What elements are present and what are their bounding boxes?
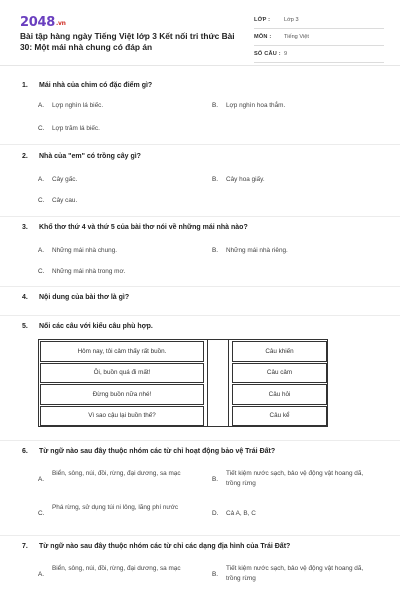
option-text: Cây gấc. (52, 176, 78, 183)
meta-value: 9 (284, 51, 288, 57)
option-letter: B. (212, 176, 219, 183)
option-text: Cây cau. (52, 197, 78, 204)
question-number: 3. (22, 224, 28, 231)
option-text: Cả A, B, C (226, 510, 256, 517)
divider (0, 286, 400, 287)
meta-label: MÔN : (254, 34, 272, 40)
document-title: Bài tập hàng ngày Tiếng Việt lớp 3 Kết nối tri thức Bài 30: Một mái nhà chung có đáp án (20, 31, 235, 52)
divider (0, 315, 400, 316)
option-text: Biển, sông, núi, đồi, rừng, đại dương, sa mạc (52, 470, 181, 477)
option-letter: A. (38, 247, 45, 254)
matching-sentence[interactable]: Ôi, buồn quá đi mất! (40, 363, 204, 384)
matching-sentence-type[interactable]: Câu khiến (232, 341, 327, 362)
option-text: Những mái nhà trong mơ. (52, 268, 126, 275)
option-letter: C. (38, 197, 45, 204)
option-letter: A. (38, 476, 45, 483)
option-text: Lợp nghìn hoa thắm. (226, 102, 286, 109)
meta-info (254, 14, 384, 65)
question-text: Mái nhà của chim có đặc điểm gì? (39, 82, 153, 89)
meta-label: LỚP : (254, 17, 271, 23)
option-letter: C. (38, 510, 45, 517)
question-text: Khổ thơ thứ 4 và thứ 5 của bài thơ nói về những mái nhà nào? (39, 224, 248, 231)
divider (0, 535, 400, 536)
option-text: Biển, sông, núi, đồi, rừng, đại dương, sa mạc (52, 565, 181, 572)
question-text: Nội dung của bài thơ là gì? (39, 294, 130, 301)
question-heading (22, 448, 275, 455)
logo-main-text: 2048 (20, 15, 55, 30)
option-letter: A. (38, 176, 45, 183)
option-letter: B. (212, 476, 219, 483)
meta-label: SỐ CÂU : (254, 51, 281, 57)
question-number: 6. (22, 448, 28, 455)
question-text: Từ ngữ nào sau đây thuộc nhóm các từ chỉ các dạng địa hình của Trái Đất? (39, 543, 291, 550)
question-heading (22, 543, 290, 550)
matching-sentence-type[interactable]: Câu cảm (232, 363, 327, 384)
question-text: Nhà của "em" có trồng cây gì? (39, 153, 141, 160)
option-letter: B. (212, 247, 219, 254)
meta-value: Tiếng Việt (284, 34, 309, 40)
logo-domain-text: .vn (55, 20, 66, 27)
question-heading (22, 224, 248, 231)
matching-sentence[interactable]: Đừng buồn nữa nhé! (40, 384, 204, 405)
option-letter: A. (38, 571, 45, 578)
option-text: Phá rừng, sử dụng túi ni lông, lãng phí nước (52, 504, 179, 511)
question-number: 1. (22, 82, 28, 89)
option-letter: B. (212, 571, 219, 578)
option-letter: B. (212, 102, 219, 109)
option-letter: C. (38, 268, 45, 275)
meta-row-class (254, 14, 384, 29)
option-text: Lợp nghìn lá biếc. (52, 102, 104, 109)
matching-sentence[interactable]: Vì sao cậu lại buồn thế? (40, 406, 204, 427)
meta-value: Lớp 3 (284, 17, 299, 23)
matching-sentence-type[interactable]: Câu kể (232, 406, 327, 427)
option-text: Những mái nhà riêng. (226, 247, 288, 254)
matching-sentence[interactable]: Hôm nay, tôi cảm thấy rất buồn. (40, 341, 204, 362)
matching-table (38, 339, 328, 427)
question-heading (22, 323, 153, 330)
matching-sentence-type[interactable]: Câu hỏi (232, 384, 327, 405)
option-letter: D. (212, 510, 219, 517)
option-text: Những mái nhà chung. (52, 247, 118, 254)
question-number: 5. (22, 323, 28, 330)
document-header (0, 0, 400, 66)
matching-right-column (232, 341, 327, 427)
question-number: 2. (22, 153, 28, 160)
meta-row-subject (254, 31, 384, 46)
option-letter: C. (38, 125, 45, 132)
question-text: Từ ngữ nào sau đây thuộc nhóm các từ chỉ hoạt động bảo vệ Trái Đất? (39, 448, 276, 455)
question-heading (22, 294, 129, 301)
option-text: Tiết kiệm nước sạch, bảo vệ động vật hoang dã, trồng rừng (226, 470, 364, 487)
matching-left-column (40, 341, 204, 427)
option-letter: A. (38, 102, 45, 109)
question-number: 4. (22, 294, 28, 301)
divider (0, 216, 400, 217)
option-text: Tiết kiệm nước sạch, bảo vệ động vật hoang dã, trồng rừng (226, 565, 364, 582)
divider (0, 440, 400, 441)
question-heading (22, 82, 152, 89)
divider (0, 144, 400, 145)
option-text: Cây hoa giấy. (226, 176, 265, 183)
meta-row-count (254, 48, 384, 63)
site-logo[interactable] (20, 15, 66, 30)
option-text: Lợp trăm lá biếc. (52, 125, 100, 132)
question-number: 7. (22, 543, 28, 550)
question-heading (22, 153, 141, 160)
matching-gap (207, 340, 229, 426)
question-text: Nối các câu với kiểu câu phù hợp. (39, 323, 153, 330)
